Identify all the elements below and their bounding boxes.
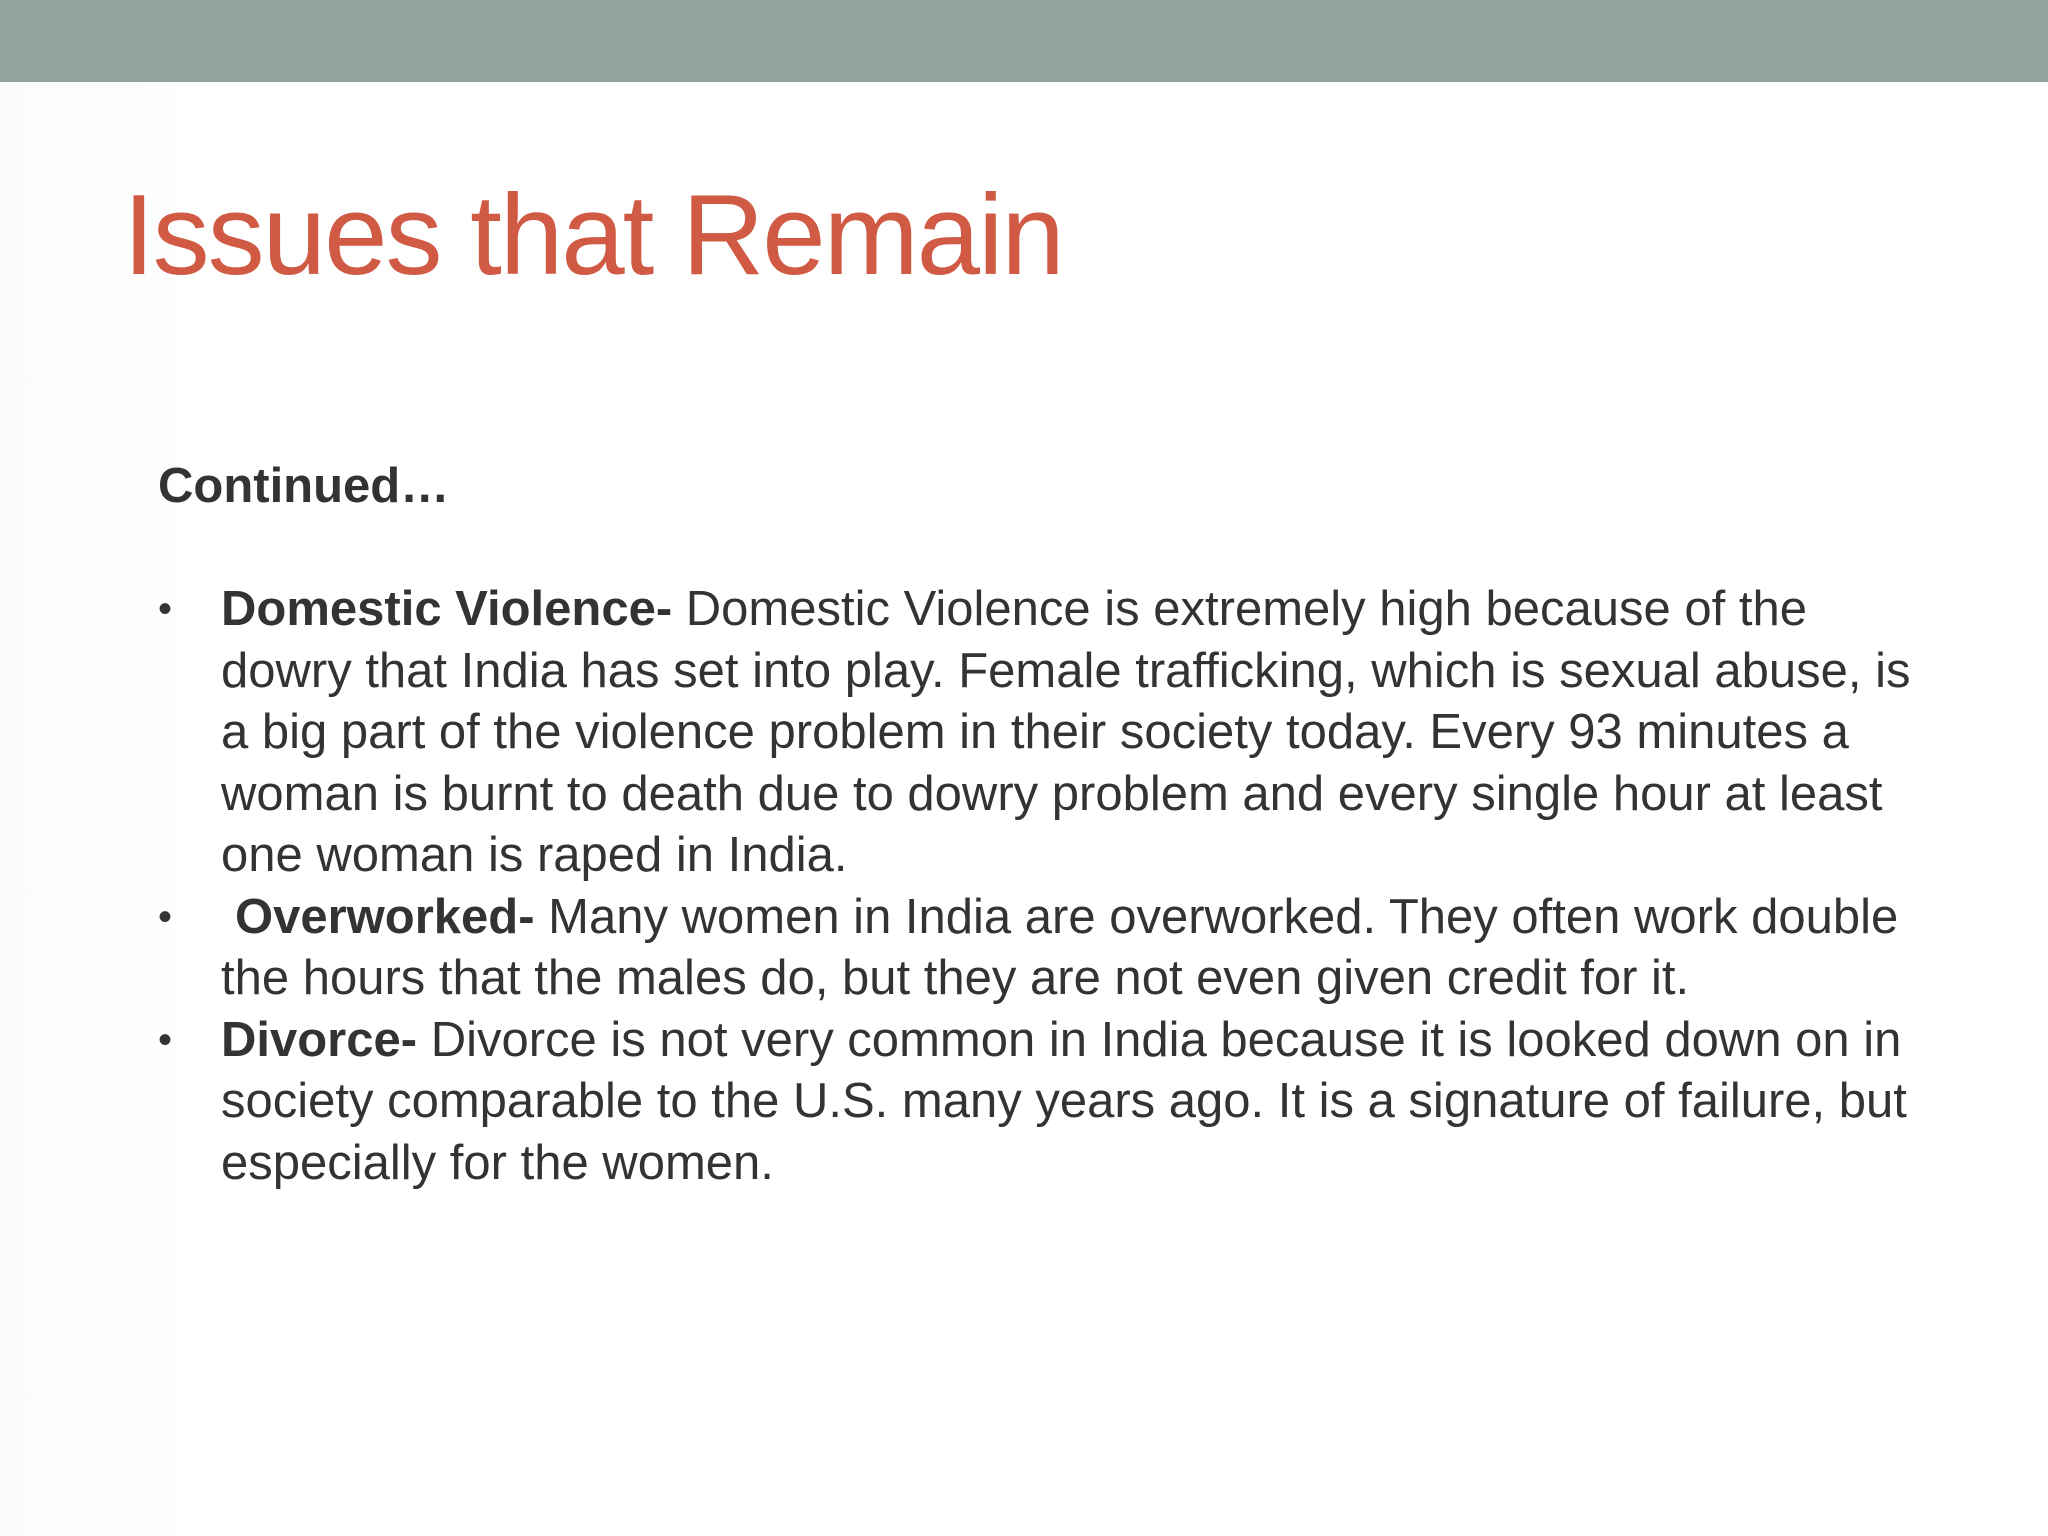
bullet-term: Overworked-: [235, 889, 535, 944]
bullet-dot-icon: •: [158, 587, 173, 631]
bullet-text: Many women in India are overworked. They often work double the hours that the males do, but they are not even given credit for it.: [221, 889, 1899, 1005]
slide-title: Issues that Remain: [123, 172, 1063, 299]
bullet-term: Domestic Violence-: [221, 582, 673, 636]
bullet-overworked: [158, 887, 1928, 1010]
bullet-dot-icon: •: [158, 1017, 173, 1062]
spacer: [158, 518, 1928, 580]
bullet-dot-icon: •: [158, 894, 173, 939]
bullet-list: [158, 579, 1928, 1194]
top-accent-bar: [0, 0, 2048, 82]
bullet-divorce: [158, 1010, 1928, 1195]
bullet-text: Domestic Violence is extremely high because of the dowry that India has set into play. Female trafficking, which is sexual abuse, is a big part of the violence problem in their society today. Every 93 minutes a woman is burnt to death due to dowry problem and every single hour at least one woman is raped in India.: [221, 582, 1911, 882]
subtitle-continued: Continued…: [158, 459, 450, 513]
bullet-term: Divorce-: [221, 1012, 418, 1067]
bullet-text: Divorce is not very common in India because it is looked down on in society comparable to the U.S. many years ago. It is a signature of failure, but especially for the women.: [221, 1012, 1907, 1190]
slide-body: [158, 456, 1928, 1194]
bullet-domestic-violence: [158, 579, 1928, 887]
